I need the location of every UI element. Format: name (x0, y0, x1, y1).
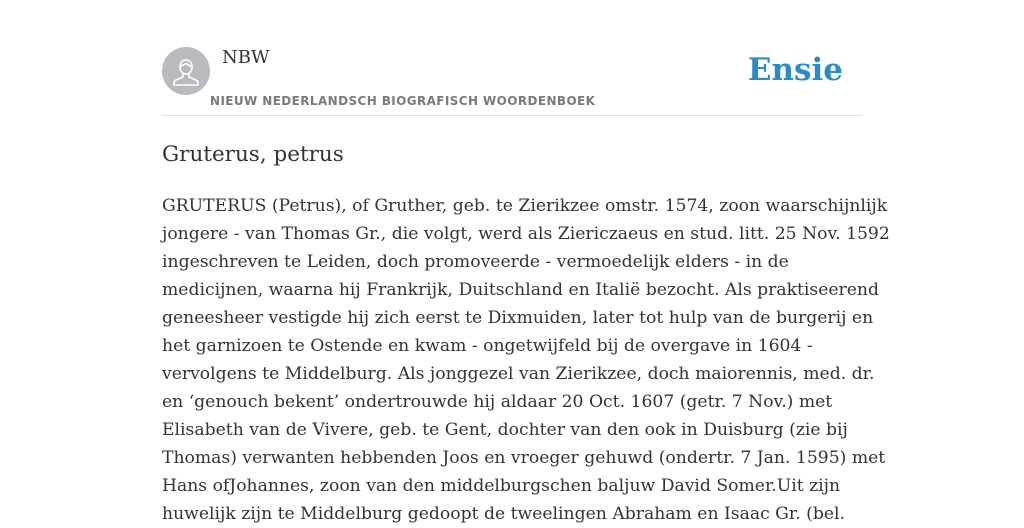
source-name[interactable]: NBW (222, 47, 270, 68)
article-line: het garnizoen te Ostende en kwam - ongetwijfeld bij de overgave in 1604 - (162, 336, 813, 356)
source-full-name: NIEUW NEDERLANDSCH BIOGRAFISCH WOORDENBOEK (210, 94, 596, 108)
avatar[interactable] (162, 47, 210, 95)
article-line: Hans ofJohannes, zoon van den middelburgschen baljuw David Somer.Uit zijn (162, 476, 841, 496)
article-line: geneesheer vestigde hij zich eerst te Dixmuiden, later tot hulp van de burgerij en (162, 308, 874, 328)
article-body (162, 192, 890, 528)
article-line: en ‘genouch bekent’ ondertrouwde hij aldaar 20 Oct. 1607 (getr. 7 Nov.) met (162, 392, 833, 412)
article-line: jongere - van Thomas Gr., die volgt, werd als Ziericzaeus en stud. litt. 25 Nov. 1592 (162, 224, 890, 244)
brand-logo[interactable]: Ensie (747, 52, 843, 88)
article-line: medicijnen, waarna hij Frankrijk, Duitschland en Italië bezocht. Als praktiseerend (162, 280, 880, 300)
article-line: vervolgens te Middelburg. Als jonggezel van Zierikzee, doch maiorennis, med. dr. (162, 364, 875, 384)
article-line: huwelijk zijn te Middelburg gedoopt de tweelingen Abraham en Isaac Gr. (bel. (162, 504, 845, 524)
article-line: ingeschreven te Leiden, doch promoveerde - vermoedelijk elders - in de (162, 252, 789, 272)
article-line: Elisabeth van de Vivere, geb. te Gent, dochter van den ook in Duisburg (zie bij (162, 420, 848, 440)
user-icon (162, 47, 210, 95)
article-line: Thomas) verwanten hebbenden Joos en vroeger gehuwd (ondertr. 7 Jan. 1595) met (162, 448, 886, 468)
header-divider (162, 115, 862, 116)
article-title: Gruterus, petrus (162, 142, 344, 167)
article-line: GRUTERUS (Petrus), of Gruther, geb. te Zierikzee omstr. 1574, zoon waarschijnlijk (162, 196, 888, 216)
